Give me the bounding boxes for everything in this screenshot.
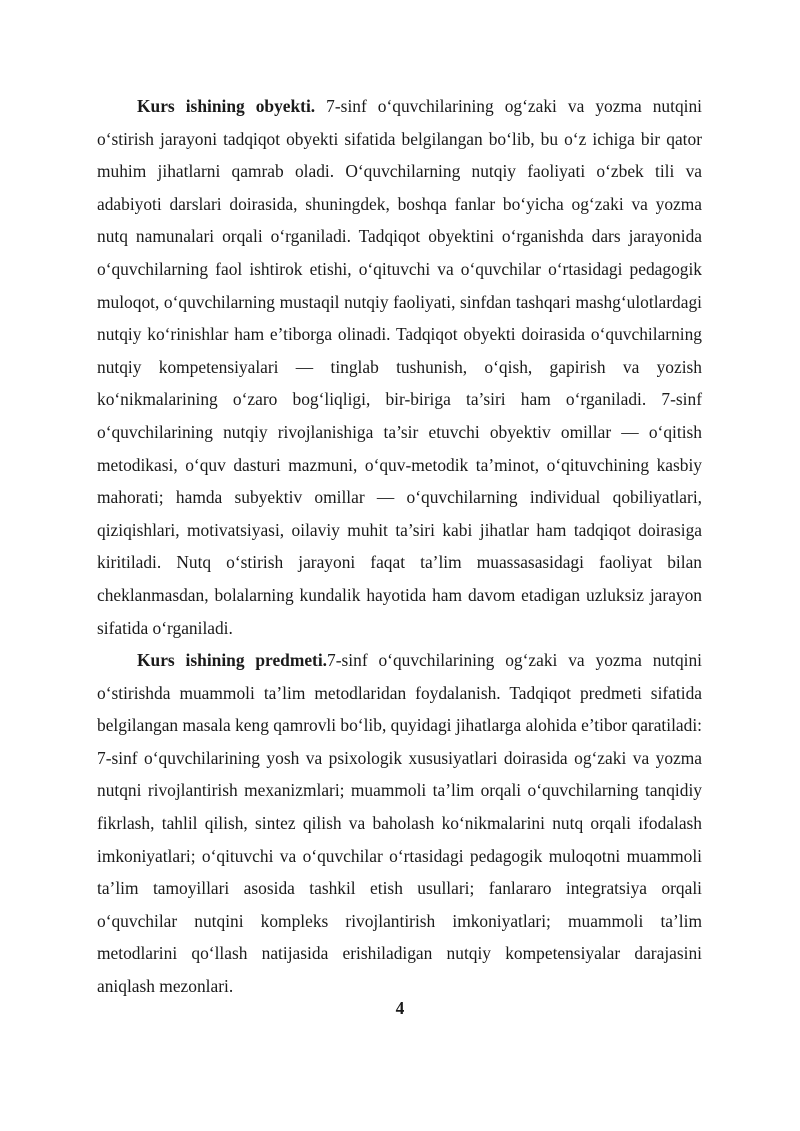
paragraph-heading: Kurs ishining predmeti. bbox=[137, 650, 328, 671]
paragraph-course-subject bbox=[97, 644, 702, 1003]
paragraph-heading: Kurs ishining obyekti. bbox=[137, 96, 316, 116]
paragraph-text: 7-sinf o‘quvchilarining og‘zaki va yozma nutqini o‘stirishda muammoli ta’lim metodlaridan foydalanish. Tadqiqot predmeti sifatida belgilangan masala keng qamrovli bo‘lib, quyidagi jihatlarga alohida e’tibor qaratiladi: 7-sinf o‘quvchilarining yosh va psixologik xususiyatlari doirasida og‘zaki va yozma nutqni rivojlantirish mexanizmlari; muammoli ta’lim orqali o‘quvchilarning tanqidiy fikrlash, tahlil qilish, sintez qilish va baholash ko‘nikmalarini nutq orqali ifodalash imkoniyatlari; o‘qituvchi va o‘quvchilar o‘rtasidagi pedagogik muloqotni muammoli ta’lim tamoyillari asosida tashkil etish usullari; fanlararo integratsiya orqali o‘quvchilar nutqini kompleks rivojlantirish imkoniyatlari; muammoli ta’lim metodlarini qo‘llash natijasida erishiladigan nutqiy kompetensiyalar darajasini aniqlash mezonlari. bbox=[97, 650, 702, 997]
paragraph-course-object bbox=[97, 90, 702, 644]
paragraph-text: 7-sinf o‘quvchilarining og‘zaki va yozma nutqini o‘stirish jarayoni tadqiqot obyekti sifatida belgilangan bo‘lib, bu o‘z ichiga bir qator muhim jihatlarni qamrab oladi. O‘quvchilarning nutqiy faoliyati o‘zbek tili va adabiyoti darslari doirasida, shuningdek, boshqa fanlar bo‘yicha og‘zaki va yozma nutq namunalari orqali o‘rganiladi. Tadqiqot obyektini o‘rganishda dars jarayonida o‘quvchilarning faol ishtirok etishi, o‘qituvchi va o‘quvchilar o‘rtasidagi pedagogik muloqot, o‘quvchilarning mustaqil nutqiy faoliyati, sinfdan tashqari mashg‘ulotlardagi nutqiy ko‘rinishlar ham e’tiborga olinadi. Tadqiqot obyekti doirasida o‘quvchilarning nutqiy kompetensiyalari — tinglab tushunish, o‘qish, gapirish va yozish ko‘nikmalarining o‘zaro bog‘liqligi, bir-biriga ta’siri ham o‘rganiladi. 7-sinf o‘quvchilarining nutqiy rivojlanishiga ta’sir etuvchi obyektiv omillar — o‘qitish metodikasi, o‘quv dasturi mazmuni, o‘quv-metodik ta’minot, o‘qituvchining kasbiy mahorati; hamda subyektiv omillar — o‘quvchilarning individual qobiliyatlari, qiziqishlari, motivatsiyasi, oilaviy muhit ta’siri kabi jihatlar ham tadqiqot doirasiga kiritiladi. Nutq o‘stirish jarayoni faqat ta’lim muassasasidagi faoliyat bilan cheklanmasdan, bolalarning kundalik hayotida ham davom etadigan uzluksiz jarayon sifatida o‘rganiladi. bbox=[97, 96, 703, 638]
document-body bbox=[97, 90, 702, 1003]
page-number: 4 bbox=[395, 998, 405, 1018]
